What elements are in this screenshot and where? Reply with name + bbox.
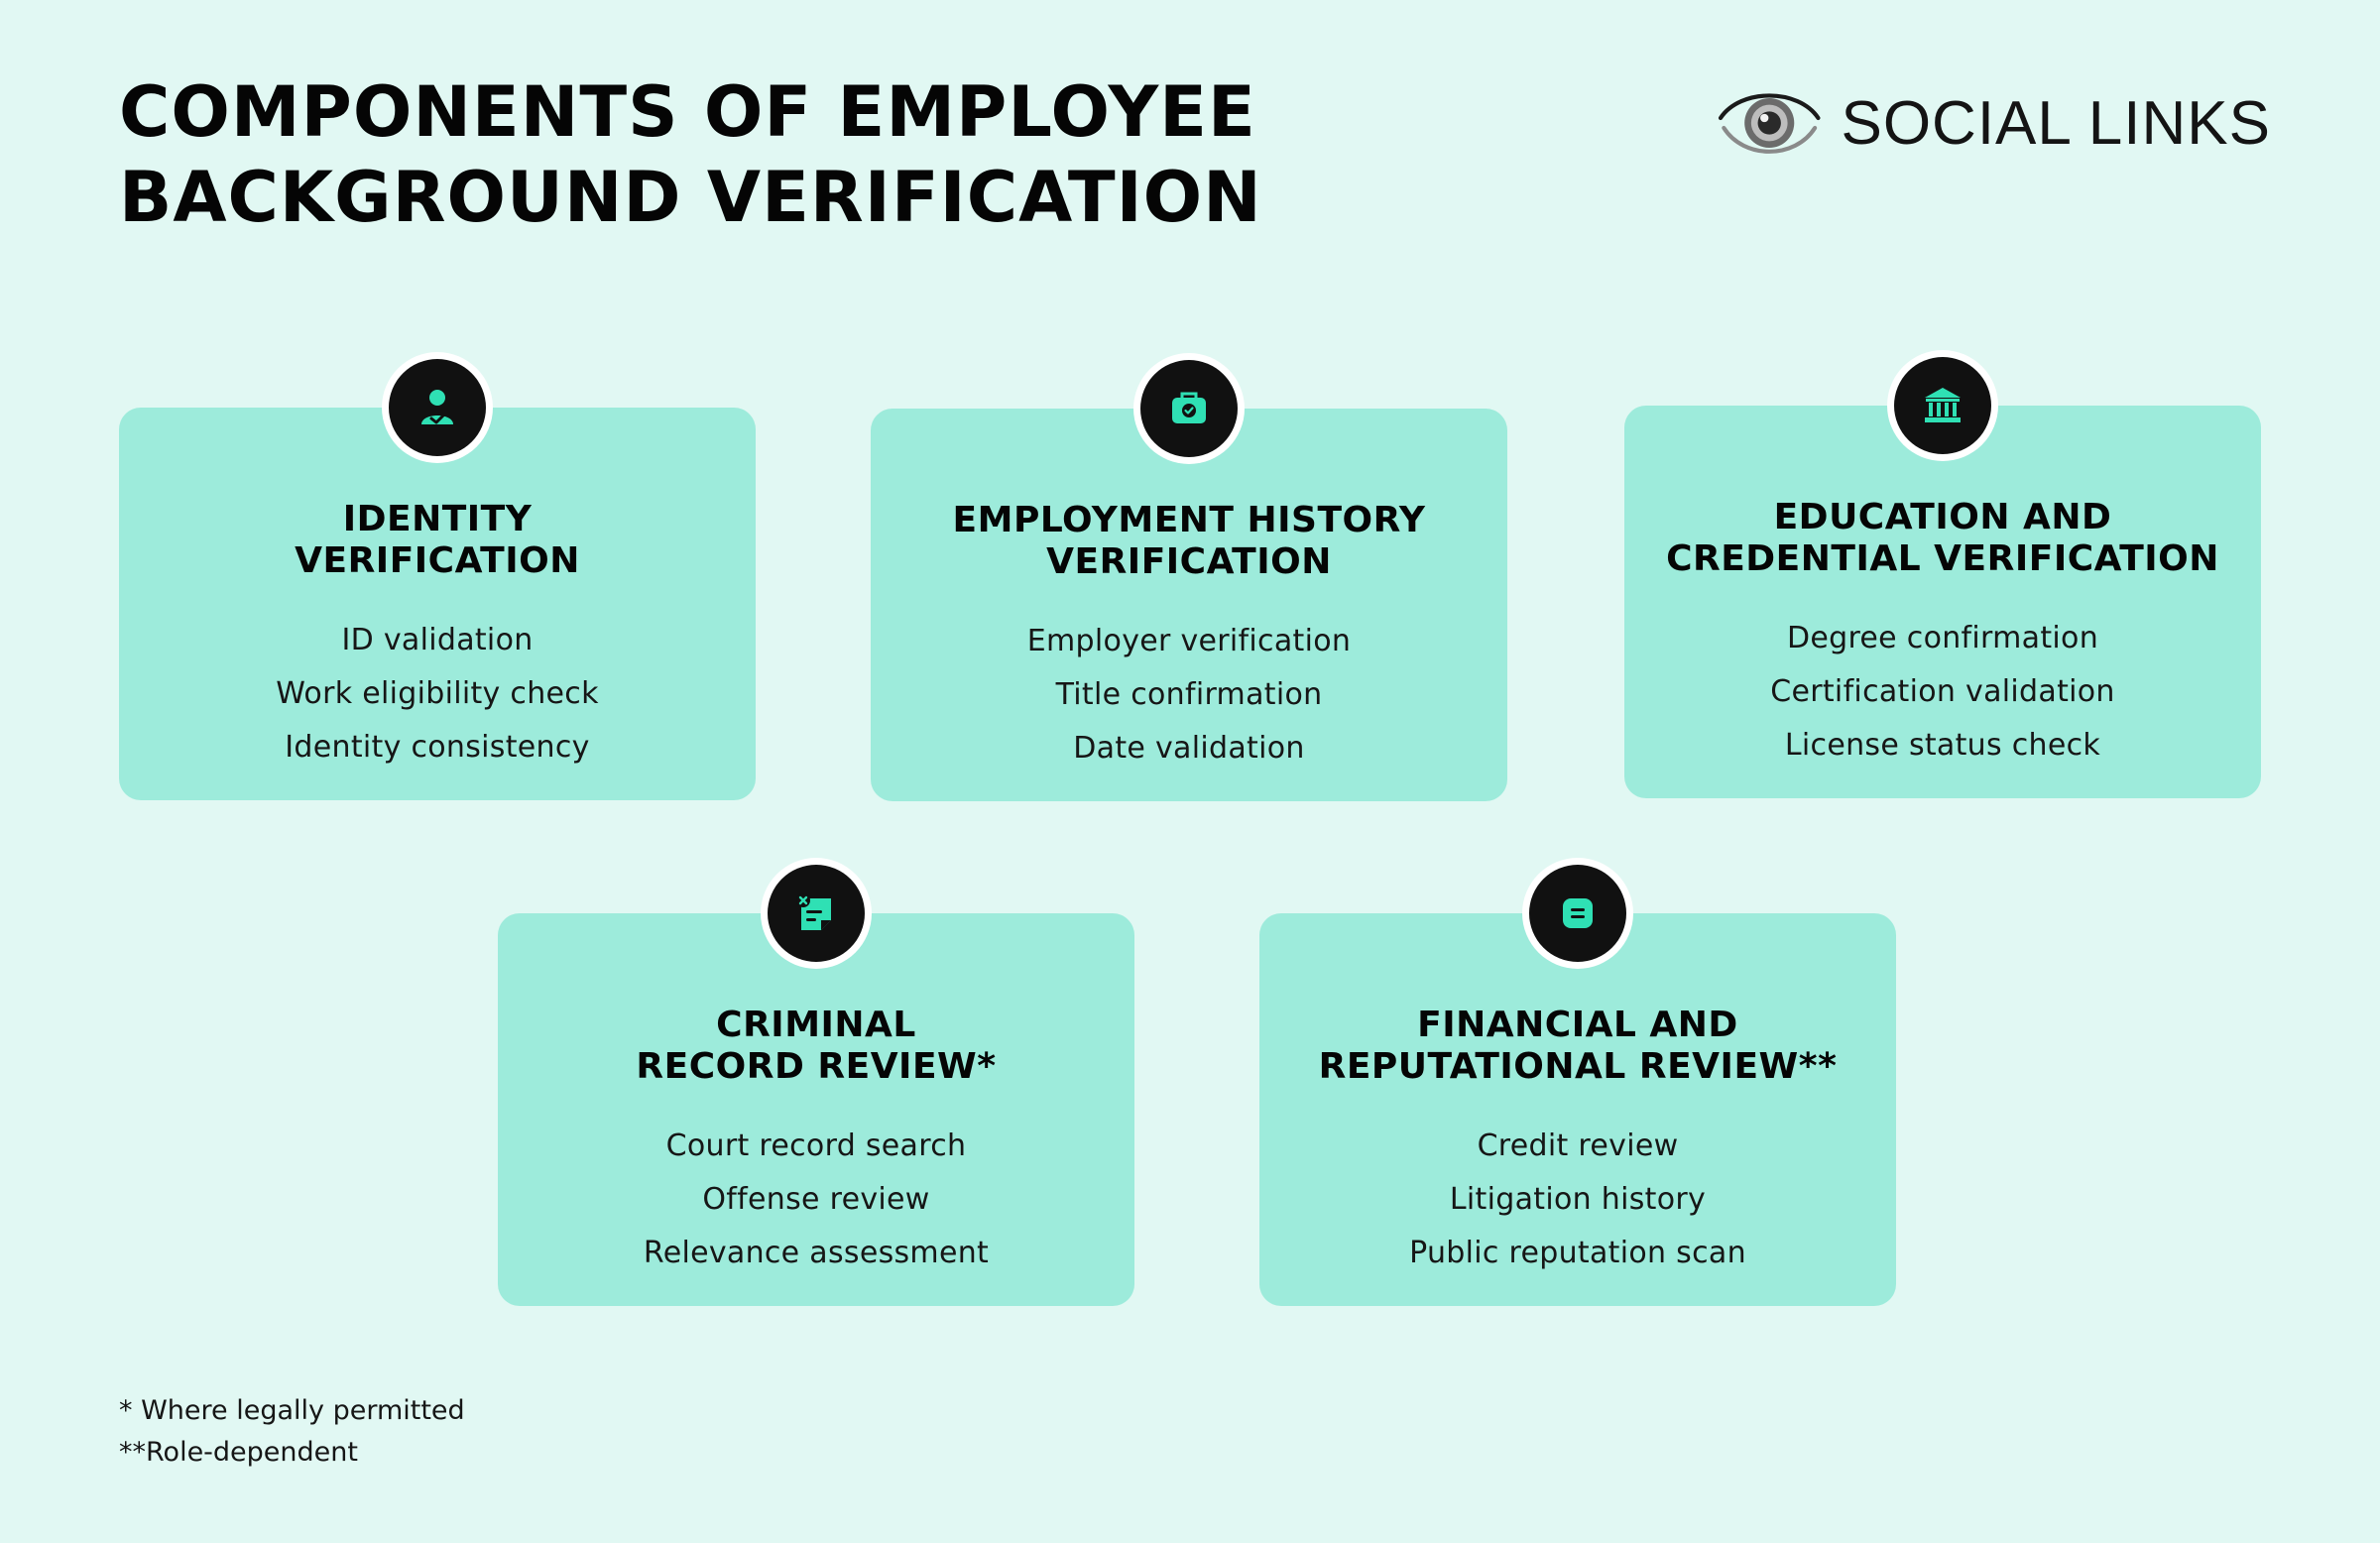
card-items-list <box>1624 612 2261 772</box>
card-title-line-1: EMPLOYMENT HISTORY <box>952 500 1426 540</box>
list-item: Credit review <box>1477 1128 1679 1163</box>
card-badge <box>1133 353 1245 464</box>
card-title-line-2: VERIFICATION <box>1046 541 1332 582</box>
list-item: ID validation <box>341 623 534 657</box>
card-title-line-1: CRIMINAL <box>716 1005 916 1045</box>
card-identity-verification <box>119 408 756 800</box>
list-item: Degree confirmation <box>1786 621 2099 655</box>
list-item: Date validation <box>1073 731 1305 766</box>
footnote-role-dependent: **Role-dependent <box>119 1437 358 1468</box>
logo-text: SOCIAL LINKS <box>1841 88 2271 158</box>
card-title-line-2: VERIFICATION <box>295 540 580 581</box>
card-title <box>871 500 1507 583</box>
briefcase-check-icon <box>1164 384 1214 433</box>
list-item: Identity consistency <box>285 730 590 765</box>
card-title-line-2: CREDENTIAL VERIFICATION <box>1666 538 2219 579</box>
card-title <box>498 1005 1134 1088</box>
list-item: Court record search <box>665 1128 967 1163</box>
page-title-line-1: COMPONENTS OF EMPLOYEE <box>119 71 1256 153</box>
card-title-line-1: EDUCATION AND <box>1773 497 2112 537</box>
institution-icon <box>1918 381 1967 430</box>
card-title-line-1: IDENTITY <box>342 499 533 539</box>
person-check-icon <box>413 383 462 432</box>
list-item: Employer verification <box>1026 624 1352 658</box>
list-item: License status check <box>1784 728 2101 763</box>
eye-logo-icon <box>1716 77 1823 169</box>
list-item: Public reputation scan <box>1409 1236 1746 1270</box>
document-x-icon <box>791 889 841 938</box>
card-title <box>1624 497 2261 580</box>
card-badge <box>1887 350 1998 461</box>
wallet-icon <box>1553 889 1603 938</box>
card-items-list <box>498 1120 1134 1280</box>
card-badge <box>382 352 493 463</box>
list-item: Offense review <box>702 1182 930 1217</box>
card-title-line-1: FINANCIAL AND <box>1417 1005 1738 1045</box>
card-financial-reputational-review <box>1259 913 1896 1306</box>
social-links-logo <box>1716 77 2271 169</box>
footnote-legally-permitted: * Where legally permitted <box>119 1395 465 1426</box>
card-criminal-record-review <box>498 913 1134 1306</box>
card-title <box>119 499 756 582</box>
card-title <box>1259 1005 1896 1088</box>
list-item: Title confirmation <box>1055 677 1323 712</box>
card-title-line-2: REPUTATIONAL REVIEW** <box>1318 1046 1838 1087</box>
card-badge <box>761 858 872 969</box>
card-education-credential-verification <box>1624 406 2261 798</box>
footnotes <box>119 1390 465 1474</box>
list-item: Relevance assessment <box>643 1236 990 1270</box>
card-title-line-2: RECORD REVIEW* <box>636 1046 997 1087</box>
card-employment-history-verification <box>871 409 1507 801</box>
page-title <box>119 69 1262 240</box>
card-items-list <box>871 615 1507 775</box>
card-badge <box>1522 858 1633 969</box>
card-items-list <box>119 614 756 774</box>
card-items-list <box>1259 1120 1896 1280</box>
list-item: Litigation history <box>1449 1182 1707 1217</box>
list-item: Certification validation <box>1770 674 2115 709</box>
page-title-line-2: BACKGROUND VERIFICATION <box>119 157 1262 238</box>
list-item: Work eligibility check <box>276 676 599 711</box>
